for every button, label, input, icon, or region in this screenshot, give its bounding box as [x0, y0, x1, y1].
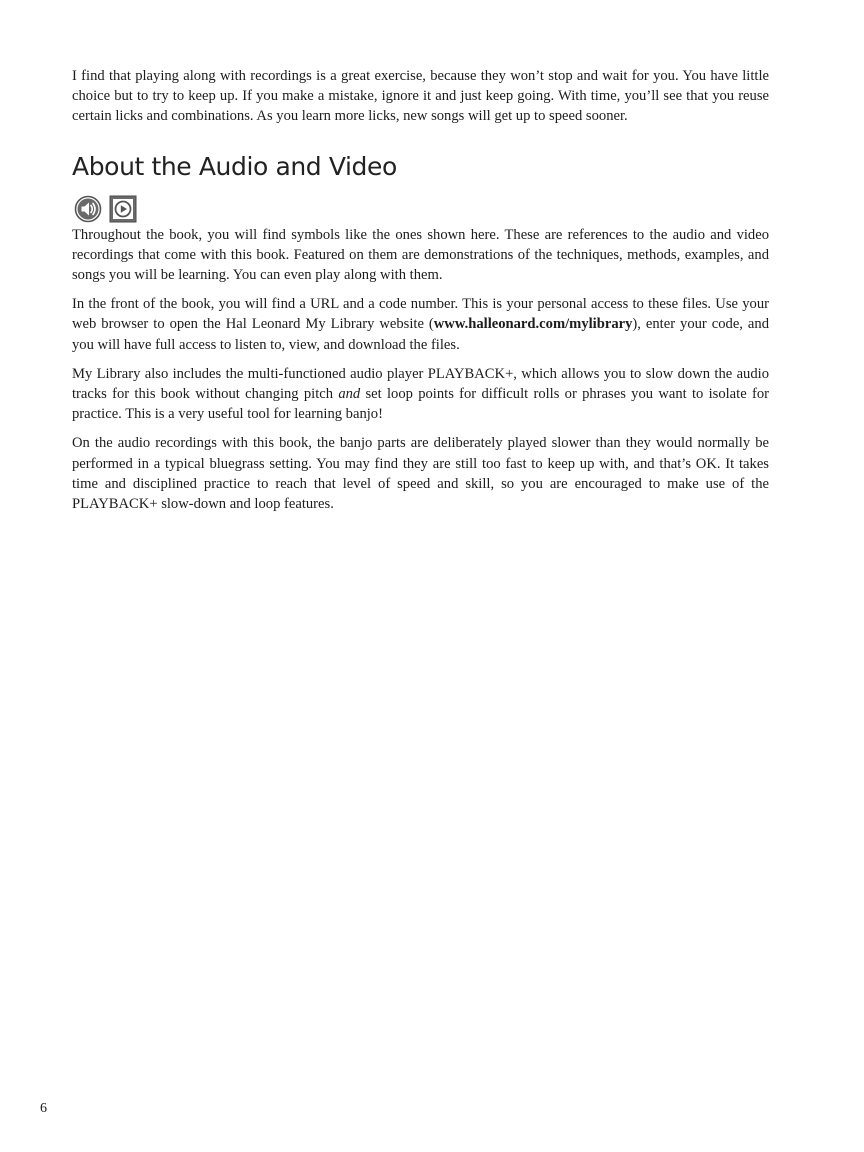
tempo-paragraph: On the audio recordings with this book, the banjo parts are deliberately played slower than they would normally be performed in a typical bluegrass setting. You may find they are still too fast to keep up with, and that’s OK. It takes time and disciplined practice to reach that level of speed and skill, so you are encouraged to make use of the PLAYBACK+ slow-down and loop features.: [72, 435, 769, 513]
symbols-paragraph: Throughout the book, you will find symbols like the ones shown here. These are references to the audio and video recordings that come with this book. Featured on them are demonstrations of the techniques, methods, examples, and songs you will be learning. You can even play along with them.: [72, 226, 769, 284]
page-content: [72, 66, 769, 523]
access-text-start: In the front of the book, you will find a URL and a code number. This is your personal access to these files. Use your web browser to open the Hal Leonard My Library website (: [72, 296, 769, 333]
intro-paragraph: I find that playing along with recordings is a great exercise, because they won’t stop and wait for you. You have little choice but to try to keep up. If you make a mistake, ignore it and just keep going. With time, you’ll see that you reuse certain licks and combinations. As you learn more licks, new songs will get up to speed sooner.: [72, 68, 769, 125]
playback-emphasis: and: [338, 386, 361, 403]
access-text-end: ), enter your code, and you will have full access to listen to, view, and download the files.: [72, 316, 769, 353]
playback-text-end: set loop points for difficult rolls or phrases you want to isolate for practice. This is a very useful tool for learning banjo!: [72, 386, 769, 423]
playback-paragraph: [72, 364, 769, 425]
media-icons: [74, 195, 769, 223]
access-paragraph: [72, 294, 769, 355]
page-number: 6: [40, 1101, 47, 1116]
speaker-icon: [74, 195, 102, 223]
playback-text-start: My Library also includes the multi-functioned audio player PLAYBACK+, which allows you to slow down the audio tracks for this book without changing pitch: [72, 365, 769, 403]
library-url: www.halleonard.com/mylibrary: [433, 316, 633, 333]
play-icon: [109, 195, 137, 223]
section-heading: About the Audio and Video: [72, 151, 397, 181]
